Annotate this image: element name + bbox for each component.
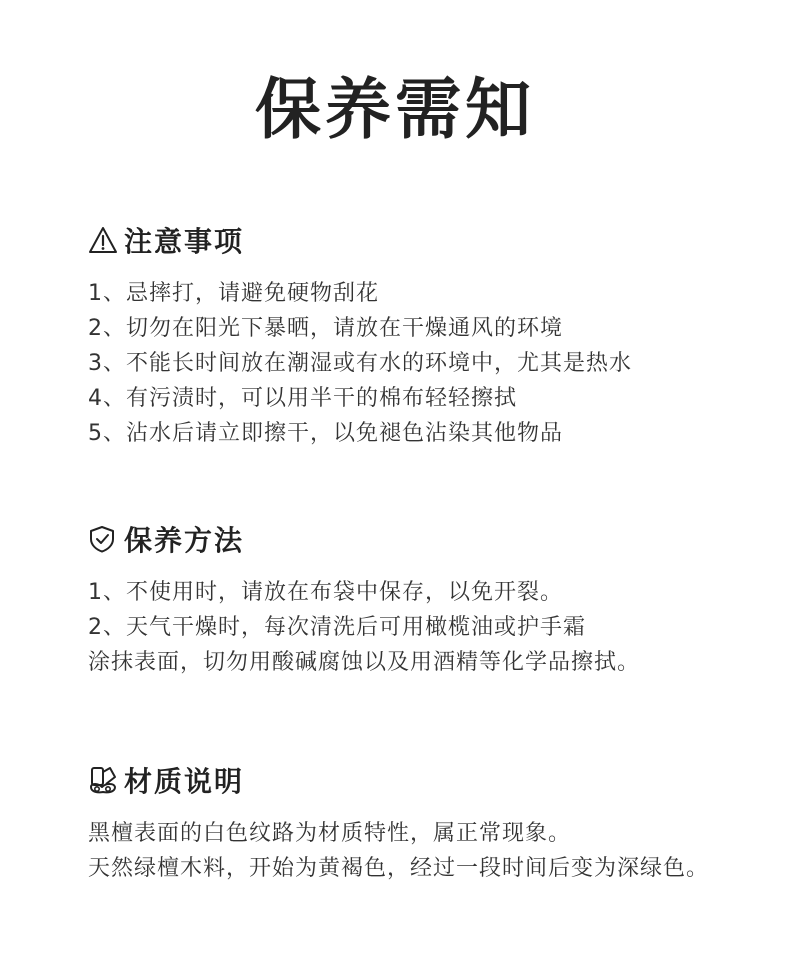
care-list — [88, 575, 778, 680]
care-item: 涂抹表面，切勿用酸碱腐蚀以及用酒精等化学品擦拭。 — [88, 650, 641, 675]
page-title: 保养需知 — [255, 71, 535, 148]
material-header — [88, 760, 778, 800]
material-list — [88, 816, 778, 886]
notice-header — [88, 220, 778, 260]
notice-item: 2、切勿在阳光下暴晒，请放在干燥通风的环境 — [88, 316, 563, 341]
material-icon — [88, 764, 120, 796]
notice-item: 1、忌摔打，请避免硬物刮花 — [88, 281, 379, 306]
material-item: 黑檀表面的白色纹路为材质特性，属正常现象。 — [88, 821, 572, 846]
notice-item: 4、有污渍时，可以用半干的棉布轻轻擦拭 — [88, 386, 517, 411]
material-item: 天然绿檀木料，开始为黄褐色，经过一段时间后变为深绿色。 — [88, 856, 710, 881]
notice-item: 5、沾水后请立即擦干，以免褪色沾染其他物品 — [88, 421, 563, 446]
notice-list — [88, 276, 778, 451]
care-section — [88, 519, 778, 680]
care-header — [88, 519, 778, 559]
notice-title: 注意事项 — [124, 225, 245, 258]
material-title: 材质说明 — [124, 765, 245, 798]
notice-item: 3、不能长时间放在潮湿或有水的环境中，尤其是热水 — [88, 351, 632, 376]
material-section — [88, 760, 778, 886]
notice-section — [88, 220, 778, 451]
warning-icon — [88, 224, 120, 256]
shield-check-icon — [88, 523, 120, 555]
care-item: 2、天气干燥时，每次清洗后可用橄榄油或护手霜 — [88, 615, 586, 640]
care-title: 保养方法 — [124, 524, 245, 557]
care-item: 1、不使用时，请放在布袋中保存，以免开裂。 — [88, 580, 563, 605]
